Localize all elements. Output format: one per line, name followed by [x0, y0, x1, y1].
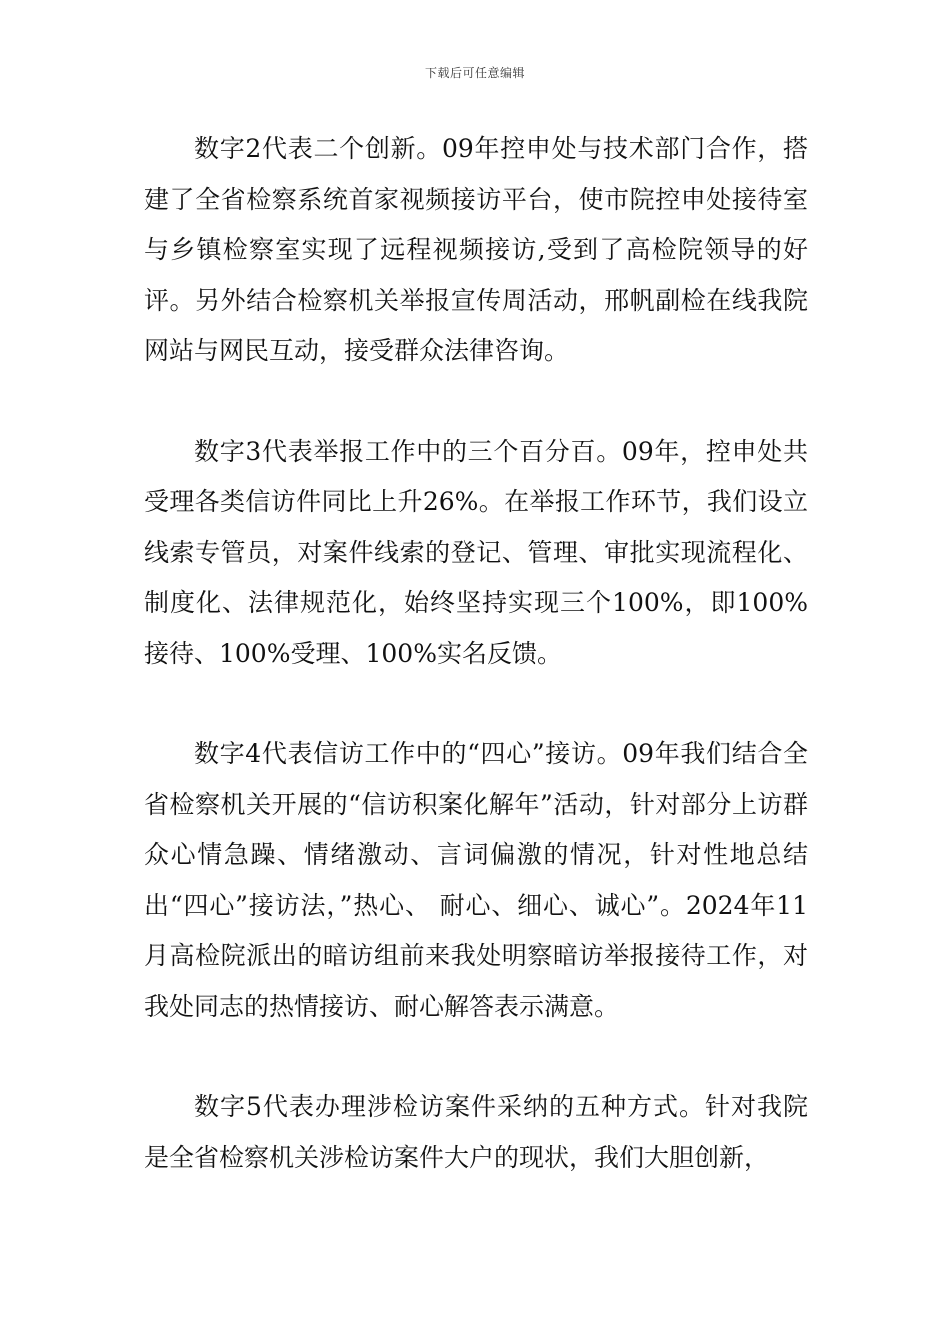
paragraph-4-heart-reception: 数字4代表信访工作中的“四心”接访。09年我们结合全省检察机关开展的“信访积案化解年”活动，针对部分上访群众心情急躁、情绪激动、言词偏激的情况，针对性地总结出“四心”接访法，”热心、 耐心、细心、诚心”。2024年11月高检院派出的暗访组前来我处明察暗访举报接待工作，对我处同志的热情接访、耐心解答表示满意。: [144, 739, 808, 1021]
document-body: [144, 124, 808, 1233]
paragraph-2-innovations: 数字2代表二个创新。09年控申处与技术部门合作，搭建了全省检察系统首家视频接访平台，使市院控申处接待室与乡镇检察室实现了远程视频接访,受到了高检院领导的好评。另外结合检察机关举报宣传周活动，邢帆副检在线我院网站与网民互动，接受群众法律咨询。: [144, 134, 808, 365]
page-header-note: 下载后可任意编辑: [424, 66, 525, 80]
paragraph-5-methods: 数字5代表办理涉检访案件采纳的五种方式。针对我院是全省检察机关涉检访案件大户的现状，我们大胆创新，: [144, 1092, 808, 1172]
paragraph-3-percent: 数字3代表举报工作中的三个百分百。09年，控申处共受理各类信访件同比上升26%。在举报工作环节，我们设立线索专管员，对案件线索的登记、管理、审批实现流程化、制度化、法律规范化，始终坚持实现三个100%，即100%接待、100%受理、100%实名反馈。: [144, 436, 808, 668]
